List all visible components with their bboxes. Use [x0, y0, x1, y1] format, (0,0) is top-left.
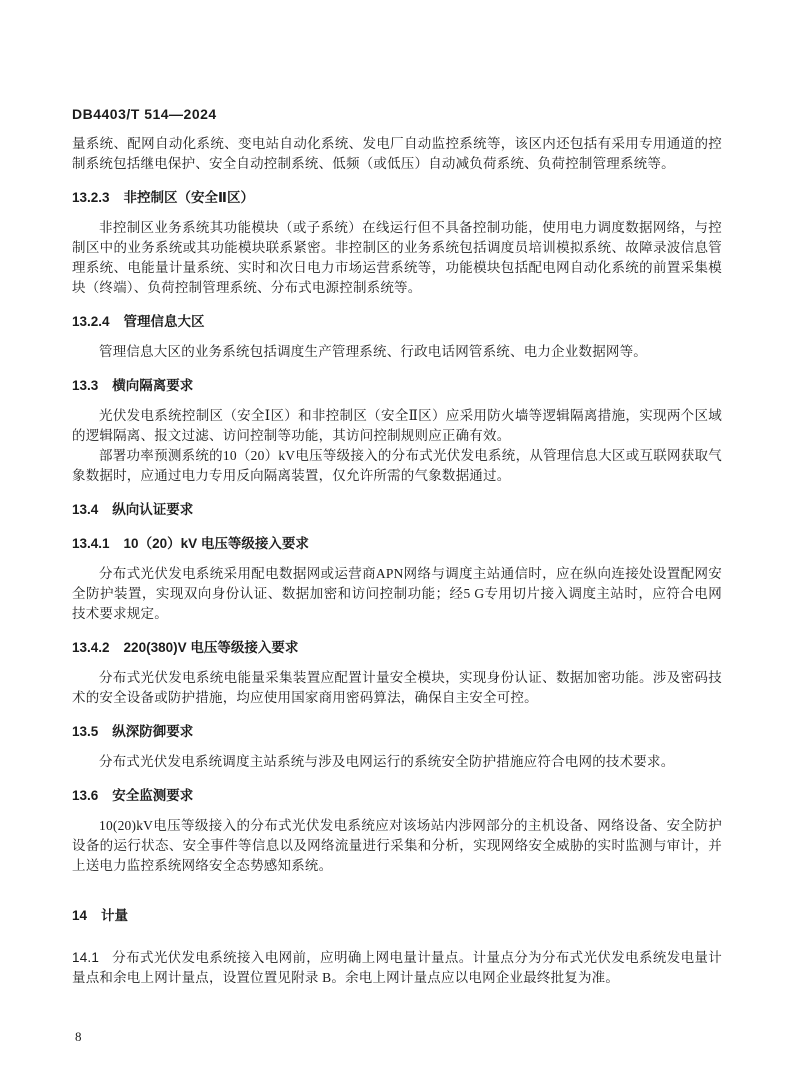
section-heading	[72, 786, 722, 806]
body-paragraph: 量系统、配网自动化系统、变电站自动化系统、发电厂自动监控系统等，该区内还包括有采用专用通道的控制系统包括继电保护、安全自动控制系统、低频（或低压）自动减负荷系统、负荷控制管理系统等。	[72, 136, 722, 171]
heading-number: 13.6	[72, 788, 99, 803]
body-paragraph: 分布式光伏发电系统采用配电数据网或运营商APN网络与调度主站通信时，应在纵向连接处设置配网安全防护装置，实现双向身份认证、数据加密和访问控制功能；经5 G专用切片接入调度主站时，应符合电网技术要求规定。	[72, 566, 722, 621]
clause-paragraph	[72, 948, 722, 988]
page-content	[72, 104, 722, 988]
page-number: 8	[75, 1029, 82, 1044]
section-heading	[72, 534, 722, 554]
section-heading	[72, 312, 722, 332]
section-heading	[72, 722, 722, 742]
section-heading	[72, 500, 722, 520]
heading-number: 13.2.4	[72, 314, 110, 329]
heading-title: 非控制区（安全Ⅱ区）	[123, 190, 254, 205]
heading-number: 13.4.2	[72, 640, 110, 655]
heading-number: 13.5	[72, 724, 99, 739]
heading-number: 13.3	[72, 378, 99, 393]
clause-text: 分布式光伏发电系统接入电网前，应明确上网电量计量点。计量点分为分布式光伏发电系统发电量计量点和余电上网计量点，设置位置见附录 B。余电上网计量点应以电网企业最终批复为准。	[72, 950, 722, 985]
heading-number: 13.4.1	[72, 536, 110, 551]
heading-title: 管理信息大区	[123, 314, 205, 329]
section-heading	[72, 376, 722, 396]
chapter-heading	[72, 906, 722, 926]
heading-title: 安全监测要求	[112, 788, 194, 803]
heading-title: 纵深防御要求	[112, 724, 194, 739]
section-heading	[72, 638, 722, 658]
body-paragraph: 分布式光伏发电系统调度主站系统与涉及电网运行的系统安全防护措施应符合电网的技术要求。	[99, 754, 675, 769]
heading-title: 纵向认证要求	[112, 502, 194, 517]
body-paragraph: 分布式光伏发电系统电能量采集装置应配置计量安全模块，实现身份认证、数据加密功能。涉及密码技术的安全设备或防护措施，均应使用国家商用密码算法，确保自主安全可控。	[72, 670, 722, 705]
body-paragraph: 非控制区业务系统其功能模块（或子系统）在线运行但不具备控制功能，使用电力调度数据网络，与控制区中的业务系统或其功能模块联系紧密。非控制区的业务系统包括调度员培训模拟系统、故障录波信息管理系统、电能量计量系统、实时和次日电力市场运营系统等，功能模块包括配电网自动化系统的前置采集模块（终端）、负荷控制管理系统、分布式电源控制系统等。	[72, 220, 722, 295]
document-code-header: DB4403/T 514—2024	[72, 106, 217, 122]
heading-title: 10（20）kV 电压等级接入要求	[123, 536, 309, 551]
heading-title: 220(380)V 电压等级接入要求	[123, 640, 299, 655]
heading-title: 计量	[101, 908, 129, 923]
document-body	[72, 134, 722, 988]
heading-title: 横向隔离要求	[112, 378, 194, 393]
body-paragraph: 10(20)kV电压等级接入的分布式光伏发电系统应对该场站内涉网部分的主机设备、网络设备、安全防护设备的运行状态、安全事件等信息以及网络流量进行采集和分析，实现网络安全威胁的实时监测与审计，并上送电力监控系统网络安全态势感知系统。	[72, 818, 722, 873]
heading-number: 14	[72, 908, 88, 923]
body-paragraph: 光伏发电系统控制区（安全Ⅰ区）和非控制区（安全Ⅱ区）应采用防火墙等逻辑隔离措施，实现两个区域的逻辑隔离、报文过滤、访问控制等功能，其访问控制规则应正确有效。	[72, 408, 722, 443]
heading-number: 13.4	[72, 502, 99, 517]
clause-number: 14.1	[72, 950, 100, 965]
body-paragraph: 部署功率预测系统的10（20）kV电压等级接入的分布式光伏发电系统，从管理信息大区或互联网获取气象数据时，应通过电力专用反向隔离装置，仅允许所需的气象数据通过。	[72, 448, 722, 483]
section-heading	[72, 188, 722, 208]
body-paragraph: 管理信息大区的业务系统包括调度生产管理系统、行政电话网管系统、电力企业数据网等。	[99, 344, 647, 359]
heading-number: 13.2.3	[72, 190, 110, 205]
